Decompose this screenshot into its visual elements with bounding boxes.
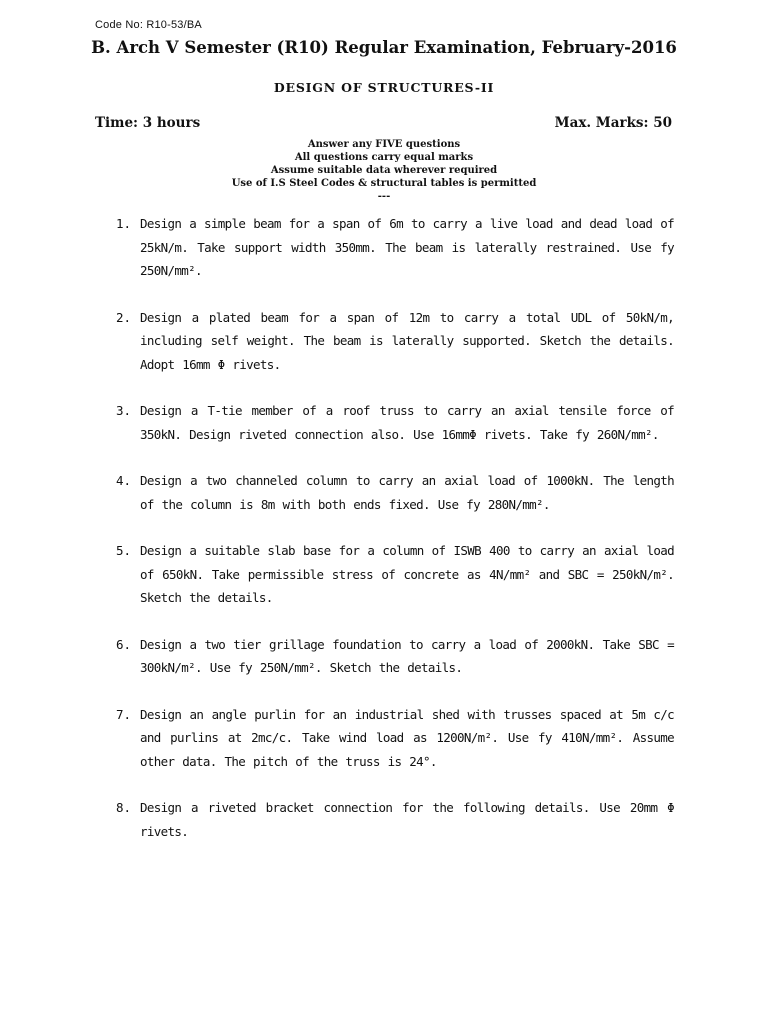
- question-item: [106, 306, 674, 377]
- question-number: 1.: [116, 216, 132, 231]
- question-item: [106, 703, 674, 774]
- max-marks: Max. Marks: 50: [554, 115, 672, 131]
- instruction-line: Use of I.S Steel Codes & structural tables is permitted: [231, 178, 537, 189]
- question-list: [106, 212, 674, 843]
- question-item: [106, 399, 674, 446]
- subject-title: DESIGN OF STRUCTURES-II: [273, 80, 495, 95]
- question-item: [106, 212, 674, 283]
- instruction-line: Answer any FIVE questions: [307, 139, 461, 150]
- instruction-line: Assume suitable data wherever required: [270, 165, 498, 176]
- question-number: 8.: [116, 800, 132, 815]
- question-text: Design a suitable slab base for a column of ISWB 400 to carry an axial load of 650kN. Take permissible stress of concrete as 4N/mm² and SBC = 250kN/m². Sketch the details.: [140, 543, 674, 605]
- question-number: 3.: [116, 403, 132, 418]
- question-item: [106, 633, 674, 680]
- question-text: Design a riveted bracket connection for the following details. Use 20mm Φ rivets.: [140, 800, 674, 839]
- question-text: Design a plated beam for a span of 12m to carry a total UDL of 50kN/m, including self weight. The beam is laterally supported. Sketch the details. Adopt 16mm Φ rivets.: [140, 309, 674, 372]
- exam-title: B. Arch V Semester (R10) Regular Examination, February-2016: [91, 38, 677, 57]
- question-number: 4.: [116, 473, 132, 488]
- instructions-block: [0, 138, 768, 203]
- question-text: Design a simple beam for a span of 6m to carry a live load and dead load of 25kN/m. Take support width 350mm. The beam is laterally restrained. Use fy 250N/mm².: [140, 216, 674, 278]
- exam-duration: Time: 3 hours: [95, 115, 201, 131]
- question-number: 2.: [116, 309, 132, 325]
- question-text: Design a two tier grillage foundation to carry a load of 2000kN. Take SBC = 300kN/m². Use fy 250N/mm². Sketch the details.: [140, 636, 674, 675]
- instruction-line: All questions carry equal marks: [294, 152, 474, 163]
- question-number: 5.: [116, 543, 132, 558]
- question-text: Design a T-tie member of a roof truss to carry an axial tensile force of 350kN. Design riveted connection also. Use 16mmΦ rivets. Take fy 260N/mm².: [140, 403, 674, 442]
- code-number: Code No: R10-53/BA: [95, 19, 202, 31]
- question-item: [106, 796, 674, 843]
- instruction-separator: ---: [377, 191, 391, 202]
- question-item: [106, 469, 674, 516]
- question-item: [106, 539, 674, 610]
- question-text: Design a two channeled column to carry an axial load of 1000kN. The length of the column is 8m with both ends fixed. Use fy 280N/mm².: [140, 473, 674, 512]
- question-number: 6.: [116, 636, 132, 652]
- question-number: 7.: [116, 706, 132, 722]
- question-text: Design an angle purlin for an industrial shed with trusses spaced at 5m c/c and purlins at 2mc/c. Take wind load as 1200N/m². Use fy 410N/mm². Assume other data. The pitch of the truss is 24°.: [140, 706, 674, 769]
